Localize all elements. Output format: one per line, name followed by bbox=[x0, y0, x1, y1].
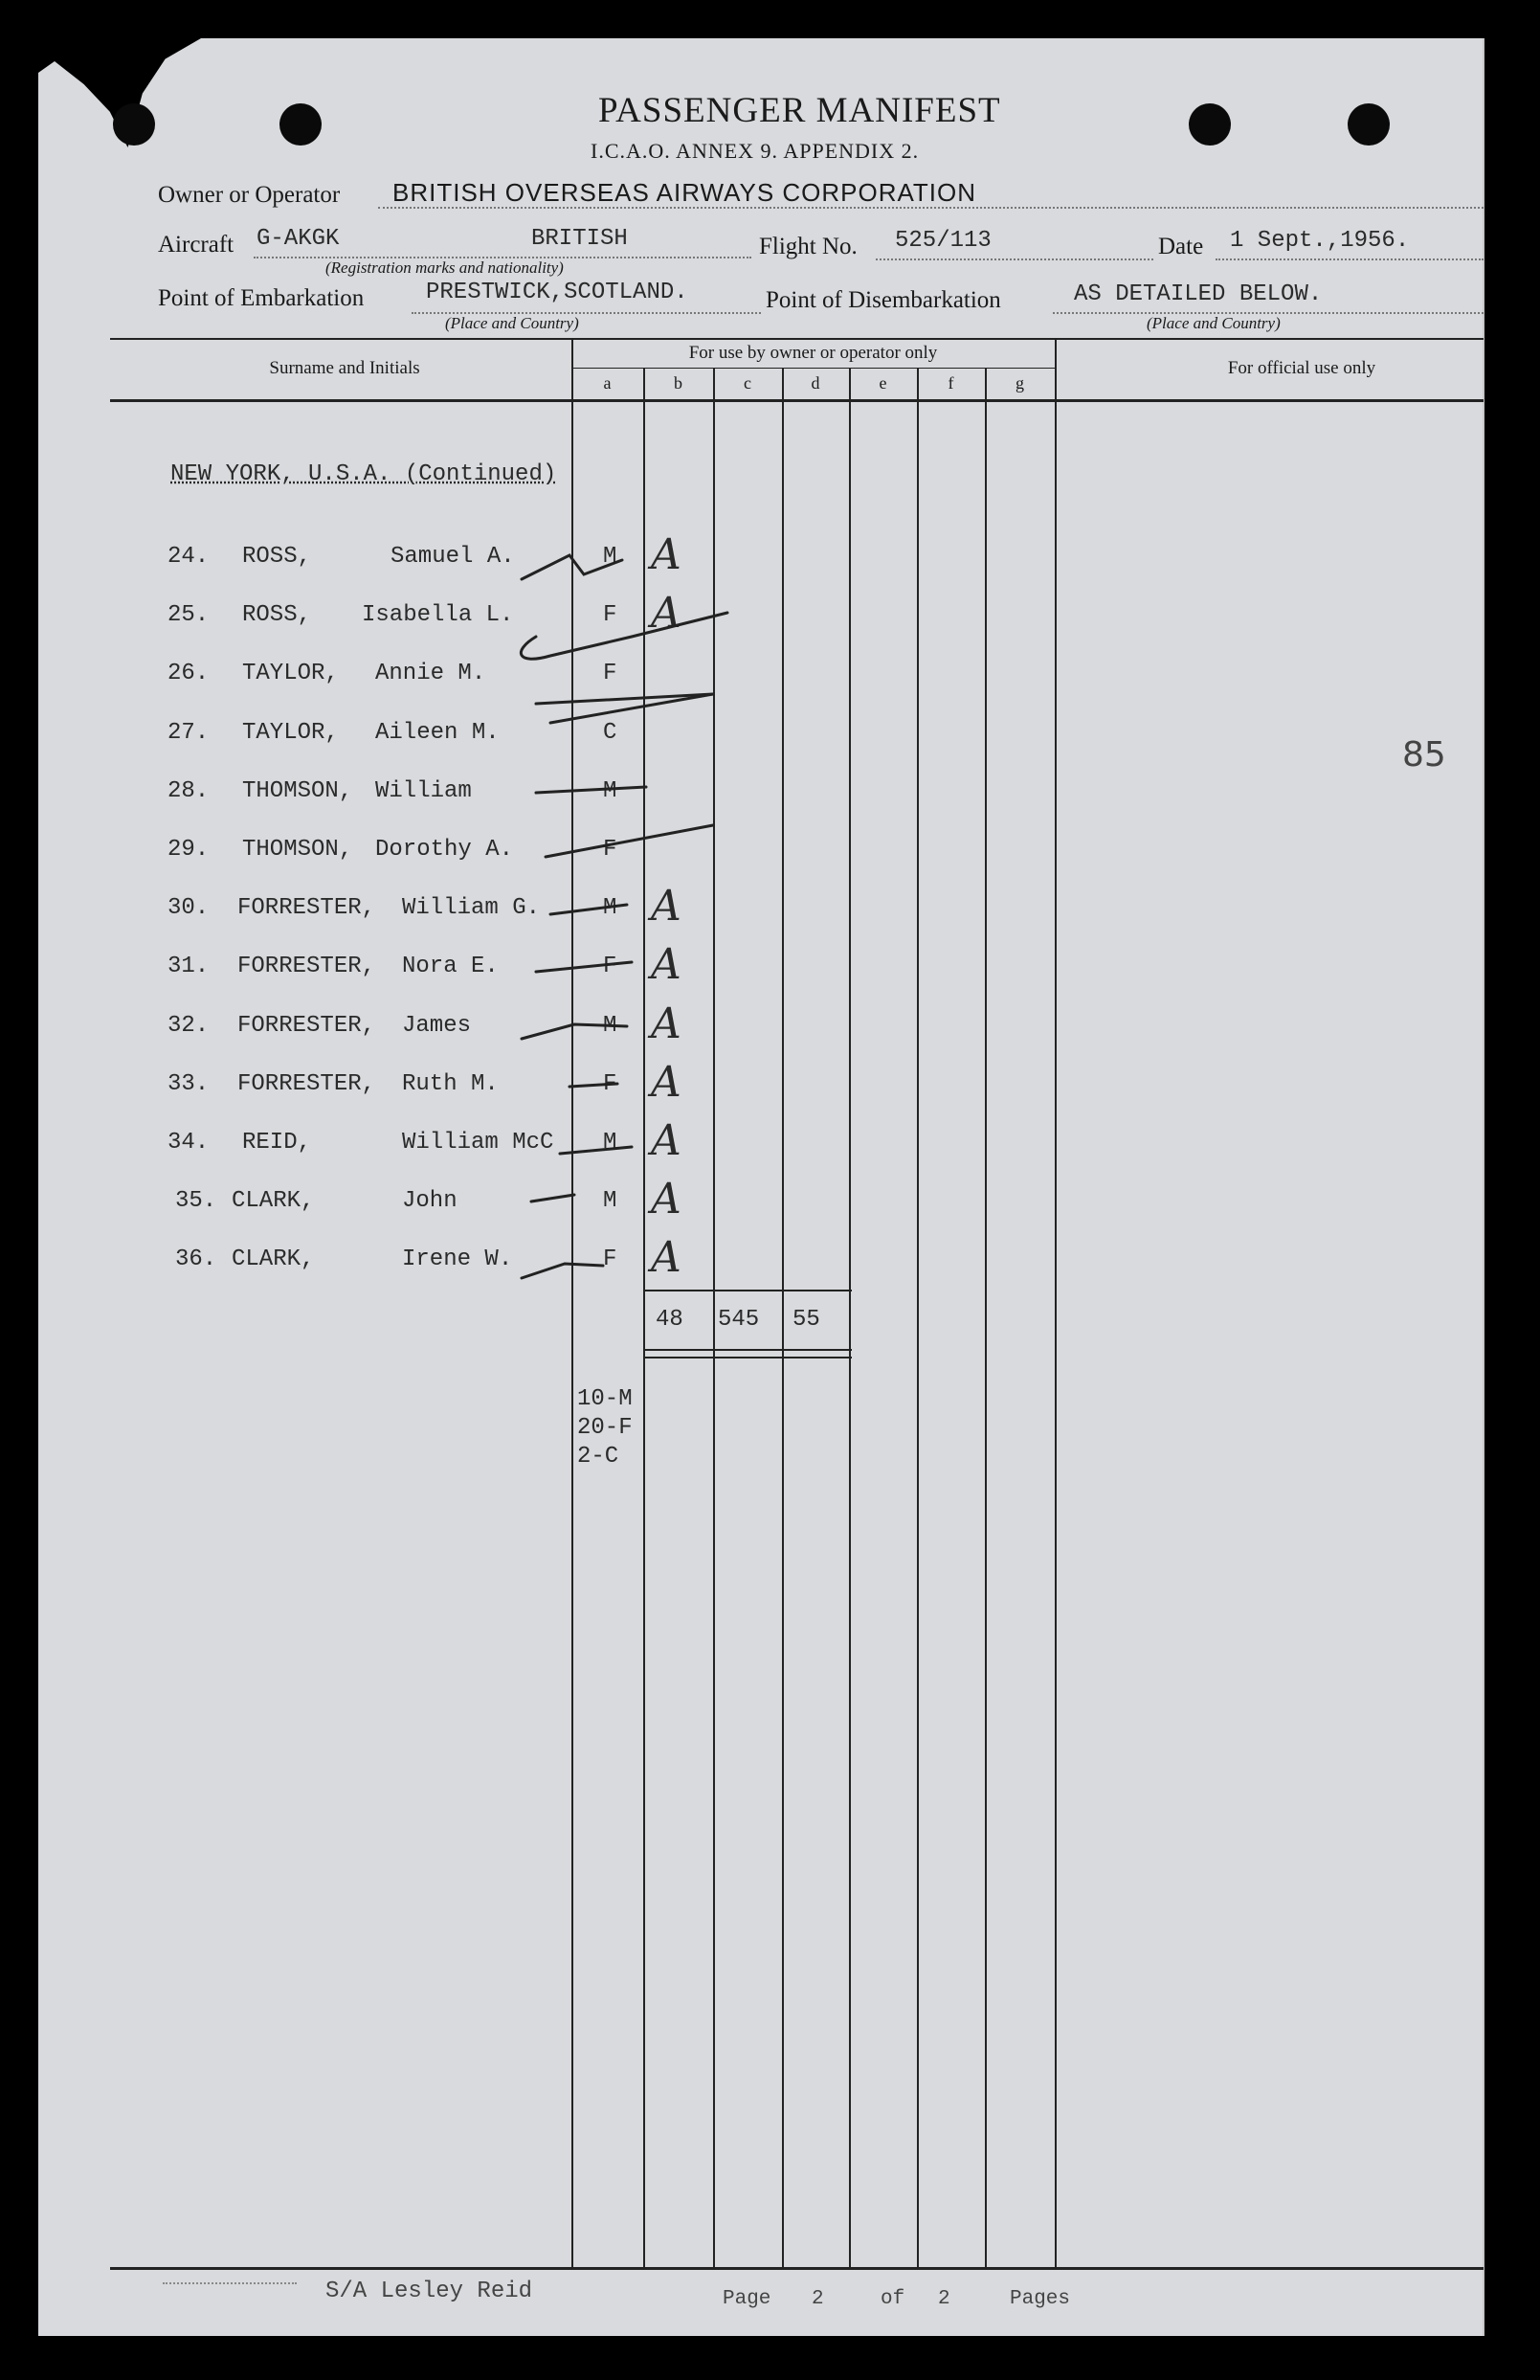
flight-line bbox=[876, 258, 1153, 260]
passenger-row bbox=[0, 882, 957, 933]
embarkation-caption: (Place and Country) bbox=[445, 314, 579, 332]
passenger-given-names: Nora E. bbox=[402, 954, 499, 979]
punch-hole-1 bbox=[113, 103, 155, 146]
page-number: 2 bbox=[812, 2288, 824, 2310]
handwritten-mark: A bbox=[651, 1058, 681, 1107]
passenger-code: M bbox=[603, 544, 617, 570]
passenger-surname: CLARK, bbox=[232, 1246, 315, 1272]
passenger-number: 36. bbox=[175, 1246, 217, 1272]
official-page-number: 85 bbox=[1402, 735, 1446, 775]
passenger-number: 25. bbox=[167, 602, 210, 628]
passenger-surname: TAYLOR, bbox=[242, 661, 339, 686]
passenger-code: M bbox=[603, 1013, 617, 1039]
passenger-code: M bbox=[603, 895, 617, 921]
embarkation-value: PRESTWICK,SCOTLAND. bbox=[426, 280, 688, 305]
passenger-surname: ROSS, bbox=[242, 602, 312, 628]
col-divider-e bbox=[849, 369, 851, 2267]
passenger-number: 33. bbox=[167, 1071, 210, 1097]
passenger-surname: CLARK, bbox=[232, 1188, 315, 1214]
col-letter-g: g bbox=[1016, 373, 1024, 393]
passenger-number: 27. bbox=[167, 720, 210, 746]
passenger-row bbox=[0, 1233, 957, 1285]
passenger-code: M bbox=[603, 1130, 617, 1156]
col-letter-e: e bbox=[879, 373, 887, 393]
col-letter-a: a bbox=[603, 373, 612, 393]
col-letter-b: b bbox=[674, 373, 682, 393]
pages-label: Pages bbox=[1010, 2288, 1071, 2310]
page-label: Page bbox=[723, 2288, 771, 2310]
col-divider-official bbox=[1055, 338, 1057, 2267]
disembarkation-value: AS DETAILED BELOW. bbox=[1074, 281, 1323, 307]
passenger-row bbox=[0, 999, 957, 1051]
owner-label: Owner or Operator bbox=[158, 182, 341, 208]
passenger-row bbox=[0, 589, 957, 640]
embarkation-label: Point of Embarkation bbox=[158, 285, 365, 311]
passenger-number: 35. bbox=[175, 1188, 217, 1214]
summary-female: 20-F bbox=[577, 1415, 633, 1441]
passenger-surname: TAYLOR, bbox=[242, 720, 339, 746]
disembarkation-caption: (Place and Country) bbox=[1147, 314, 1281, 332]
col-divider-f bbox=[917, 369, 919, 2267]
handwritten-mark: A bbox=[651, 589, 681, 638]
flight-number: 525/113 bbox=[895, 228, 992, 254]
passenger-given-names: William G. bbox=[402, 895, 541, 921]
passenger-number: 28. bbox=[167, 778, 210, 804]
passenger-number: 24. bbox=[167, 544, 210, 570]
official-use-header: For official use only bbox=[1227, 358, 1376, 378]
aircraft-label: Aircraft bbox=[158, 232, 234, 258]
passenger-code: F bbox=[603, 661, 617, 686]
handwritten-mark: A bbox=[651, 530, 681, 579]
col-divider-c bbox=[713, 369, 715, 2267]
passenger-row bbox=[0, 661, 957, 699]
passenger-number: 30. bbox=[167, 895, 210, 921]
passenger-row bbox=[0, 530, 957, 582]
punch-hole-3 bbox=[1189, 103, 1231, 146]
section-heading: NEW YORK, U.S.A. (Continued) bbox=[170, 461, 557, 487]
disembarkation-label: Point of Disembarkation bbox=[766, 287, 1001, 313]
passenger-given-names: Ruth M. bbox=[402, 1071, 499, 1097]
aircraft-nationality: BRITISH bbox=[531, 226, 628, 252]
passenger-given-names: John bbox=[402, 1188, 458, 1214]
total-c: 545 bbox=[718, 1307, 760, 1333]
summary-male: 10-M bbox=[577, 1386, 633, 1412]
passenger-surname: THOMSON, bbox=[242, 837, 353, 863]
of-label: of bbox=[881, 2288, 905, 2310]
passenger-surname: REID, bbox=[242, 1130, 312, 1156]
passenger-row bbox=[0, 1116, 957, 1168]
passenger-given-names: Aileen M. bbox=[375, 720, 500, 746]
passenger-surname: ROSS, bbox=[242, 544, 312, 570]
passenger-surname: FORRESTER, bbox=[237, 954, 376, 979]
passenger-number: 29. bbox=[167, 837, 210, 863]
passenger-given-names: James bbox=[402, 1013, 472, 1039]
passenger-code: F bbox=[603, 954, 617, 979]
col-divider-d bbox=[782, 369, 784, 2267]
passenger-row bbox=[0, 778, 957, 817]
total-b: 48 bbox=[656, 1307, 683, 1333]
handwritten-mark: A bbox=[651, 1116, 681, 1165]
table-bottom-rule bbox=[110, 2267, 1484, 2270]
passenger-surname: THOMSON, bbox=[242, 778, 353, 804]
owner-use-header: For use by owner or operator only bbox=[688, 343, 938, 363]
passenger-code: M bbox=[603, 778, 617, 804]
passenger-code: M bbox=[603, 1188, 617, 1214]
passenger-code: F bbox=[603, 1246, 617, 1272]
flight-label: Flight No. bbox=[759, 234, 858, 259]
passenger-row bbox=[0, 1175, 957, 1226]
passenger-given-names: Samuel A. bbox=[391, 544, 515, 570]
passenger-code: F bbox=[603, 602, 617, 628]
passenger-code: F bbox=[603, 1071, 617, 1097]
passenger-given-names: William McC bbox=[402, 1130, 554, 1156]
handwritten-mark: A bbox=[651, 1233, 681, 1282]
aircraft-caption: (Registration marks and nationality) bbox=[325, 258, 564, 277]
passenger-number: 26. bbox=[167, 661, 210, 686]
passenger-given-names: Isabella L. bbox=[362, 602, 514, 628]
passenger-number: 31. bbox=[167, 954, 210, 979]
punch-hole-2 bbox=[279, 103, 322, 146]
total-d: 55 bbox=[792, 1307, 820, 1333]
col-divider-g bbox=[985, 369, 987, 2267]
passenger-given-names: Irene W. bbox=[402, 1246, 513, 1272]
punch-hole-4 bbox=[1348, 103, 1390, 146]
col-divider-b bbox=[643, 369, 645, 2267]
passenger-code: C bbox=[603, 720, 617, 746]
passenger-code: F bbox=[603, 837, 617, 863]
summary-children: 2-C bbox=[577, 1444, 619, 1470]
col-letter-d: d bbox=[811, 373, 820, 393]
page-total: 2 bbox=[938, 2288, 950, 2310]
date-line bbox=[1216, 258, 1484, 260]
passenger-surname: FORRESTER, bbox=[237, 895, 376, 921]
owner-value: BRITISH OVERSEAS AIRWAYS CORPORATION bbox=[392, 178, 977, 207]
col-letter-f: f bbox=[948, 373, 954, 393]
passenger-row bbox=[0, 940, 957, 992]
handwritten-mark: A bbox=[651, 1175, 681, 1224]
handwritten-mark: A bbox=[651, 882, 681, 931]
passenger-row bbox=[0, 837, 957, 875]
passenger-surname: FORRESTER, bbox=[237, 1071, 376, 1097]
date-label: Date bbox=[1158, 234, 1204, 259]
passenger-given-names: Dorothy A. bbox=[375, 837, 514, 863]
passenger-row bbox=[0, 1058, 957, 1110]
table-top-rule bbox=[110, 338, 1484, 340]
passenger-number: 34. bbox=[167, 1130, 210, 1156]
passenger-surname: FORRESTER, bbox=[237, 1013, 376, 1039]
col-letter-c: c bbox=[744, 373, 751, 393]
passenger-given-names: Annie M. bbox=[375, 661, 486, 686]
owner-line bbox=[378, 207, 1484, 209]
passenger-number: 32. bbox=[167, 1013, 210, 1039]
form-subtitle: I.C.A.O. ANNEX 9. APPENDIX 2. bbox=[591, 139, 920, 163]
signature-faded-prefix bbox=[163, 2282, 297, 2288]
signed-by: S/A Lesley Reid bbox=[325, 2279, 533, 2304]
handwritten-mark: A bbox=[651, 940, 681, 989]
surname-column-header: Surname and Initials bbox=[269, 358, 420, 378]
form-title: PASSENGER MANIFEST bbox=[598, 91, 1001, 130]
aircraft-registration: G-AKGK bbox=[257, 226, 340, 252]
table-header-rule bbox=[110, 399, 1484, 402]
passenger-given-names: William bbox=[375, 778, 472, 804]
passenger-row bbox=[0, 720, 957, 758]
handwritten-mark: A bbox=[651, 999, 681, 1048]
date-value: 1 Sept.,1956. bbox=[1230, 228, 1410, 254]
